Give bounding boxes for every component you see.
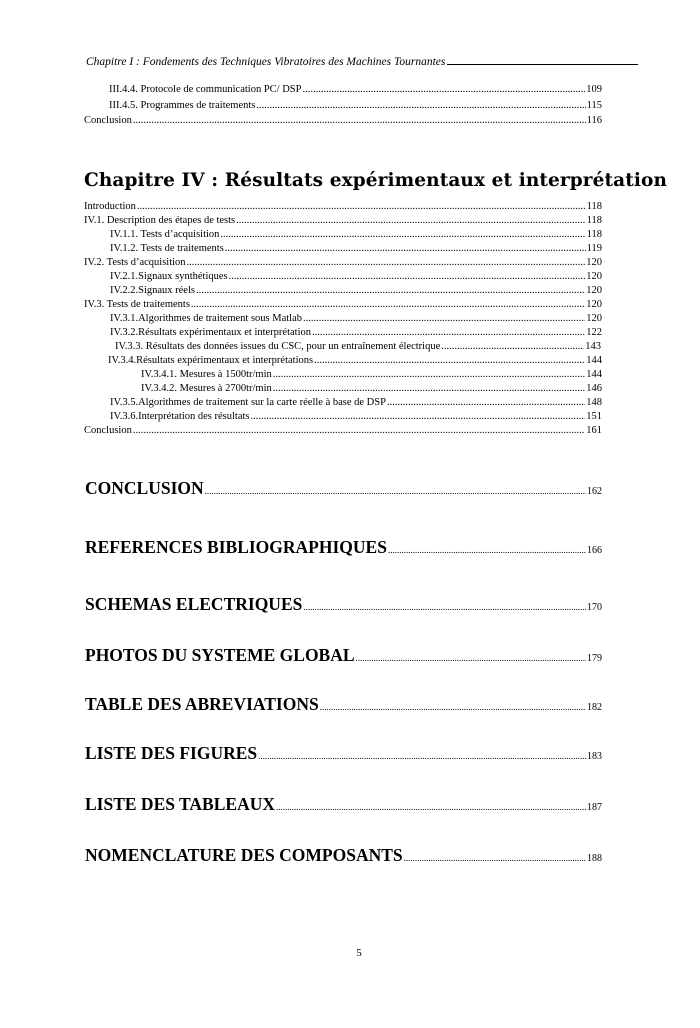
toc-entry-page: 151 <box>586 411 602 422</box>
toc-entry-label: Conclusion <box>84 425 132 436</box>
toc-leader <box>314 354 585 368</box>
toc-leader <box>302 83 585 97</box>
toc-entry[interactable] <box>110 396 602 410</box>
toc-entry-label: IV.3.2.Résultats expérimentaux et interprétation <box>110 327 312 338</box>
toc-entry[interactable] <box>109 99 602 113</box>
toc-section-page: 179 <box>587 653 602 664</box>
toc-entry-label: IV.3.4.2. Mesures à 2700tr/min <box>141 383 272 394</box>
toc-entry-label: IV.2.1.Signaux synthétiques <box>110 271 228 282</box>
toc-entry[interactable] <box>110 284 602 298</box>
toc-entry-label: Conclusion <box>84 115 132 126</box>
toc-section-page: 162 <box>587 486 602 497</box>
toc-section-label: REFERENCES BIBLIOGRAPHIQUES <box>85 537 387 557</box>
toc-entry-page: 143 <box>585 341 601 352</box>
toc-leader <box>303 312 585 326</box>
toc-entry[interactable] <box>141 382 602 396</box>
toc-leader <box>220 228 585 242</box>
toc-entry[interactable] <box>84 298 602 312</box>
toc-leader <box>273 382 585 396</box>
toc-entry-label: IV.3.4.Résultats expérimentaux et interprétations <box>108 355 314 366</box>
toc-leader <box>236 214 585 228</box>
toc-section-tables[interactable] <box>85 794 602 818</box>
toc-leader <box>196 284 585 298</box>
toc-section-page: 187 <box>587 802 602 813</box>
toc-entry-label: IV.3. Tests de traitements <box>84 299 190 310</box>
toc-leader <box>404 853 586 863</box>
toc-leader <box>137 200 586 214</box>
toc-entry-label: III.4.5. Programmes de traitements <box>109 100 256 111</box>
toc-leader <box>356 653 586 663</box>
toc-section-schemas[interactable] <box>85 594 602 618</box>
toc-entry[interactable] <box>84 214 602 228</box>
toc-entry-label: IV.2. Tests d’acquisition <box>84 257 186 268</box>
toc-section-conclusion[interactable] <box>85 478 602 502</box>
toc-entry-label: III.4.4. Protocole de communication PC/ DSP <box>109 84 302 95</box>
toc-section-photos[interactable] <box>85 645 602 669</box>
toc-entry-page: 146 <box>586 383 602 394</box>
toc-entry-page: 144 <box>586 369 602 380</box>
toc-section-page: 182 <box>587 702 602 713</box>
toc-entry-page: 119 <box>586 243 602 254</box>
toc-leader <box>205 486 586 496</box>
toc-leader <box>250 410 585 424</box>
toc-entry-page: 148 <box>586 397 602 408</box>
toc-section-page: 166 <box>587 545 602 556</box>
toc-section-label: NOMENCLATURE DES COMPOSANTS <box>85 845 403 865</box>
toc-entry-page: 109 <box>586 84 602 95</box>
toc-leader <box>229 270 586 284</box>
toc-leader <box>320 702 586 712</box>
toc-section-label: SCHEMAS ELECTRIQUES <box>85 594 303 614</box>
page-number: 5 <box>356 947 362 959</box>
toc-section-references[interactable] <box>85 537 602 561</box>
toc-entry-label: IV.1.1. Tests d’acquisition <box>110 229 220 240</box>
toc-entry-page: 120 <box>586 271 602 282</box>
toc-entry[interactable] <box>110 312 602 326</box>
toc-section-label: LISTE DES FIGURES <box>85 743 258 763</box>
toc-entry-label: IV.3.3. Résultats des données issues du CSC, pour un entraînement électrique <box>115 341 441 352</box>
toc-leader <box>388 545 586 555</box>
running-header-title: Chapitre I : Fondements des Techniques Vibratoires des Machines Tournantes <box>86 56 446 68</box>
toc-entry[interactable] <box>110 228 602 242</box>
chapter-title: Chapitre IV : Résultats expérimentaux et interprétation <box>84 170 667 191</box>
toc-leader <box>187 256 586 270</box>
toc-entry[interactable] <box>109 83 602 97</box>
toc-section-label: TABLE DES ABREVIATIONS <box>85 694 319 714</box>
toc-entry-label: IV.1.2. Tests de traitements <box>110 243 224 254</box>
toc-leader <box>276 802 586 812</box>
toc-entry[interactable] <box>84 114 602 128</box>
header-rule <box>447 64 638 65</box>
toc-leader <box>303 602 586 612</box>
toc-entry-page: 116 <box>586 115 602 126</box>
toc-leader <box>441 340 584 354</box>
toc-entry-label: IV.3.1.Algorithmes de traitement sous Matlab <box>110 313 302 324</box>
toc-leader <box>225 242 586 256</box>
toc-leader <box>133 114 586 128</box>
toc-section-page: 183 <box>587 751 602 762</box>
toc-entry-label: Introduction <box>84 201 136 212</box>
toc-entry[interactable] <box>110 326 602 340</box>
toc-entry-page: 120 <box>586 285 602 296</box>
toc-entry-page: 120 <box>586 257 602 268</box>
toc-entry[interactable] <box>84 424 602 438</box>
toc-entry[interactable] <box>110 410 602 424</box>
toc-entry[interactable] <box>108 354 602 368</box>
toc-section-label: CONCLUSION <box>85 478 204 498</box>
toc-entry-label: IV.3.5.Algorithmes de traitement sur la carte réelle à base de DSP <box>110 397 386 408</box>
toc-leader <box>133 424 585 438</box>
toc-entry-page: 122 <box>586 327 602 338</box>
toc-entry-page: 120 <box>586 313 602 324</box>
toc-section-figures[interactable] <box>85 743 602 767</box>
toc-section-page: 170 <box>587 602 602 613</box>
toc-section-nomenclature[interactable] <box>85 845 602 869</box>
running-header <box>86 52 638 68</box>
toc-leader <box>258 751 586 761</box>
toc-entry-label: IV.2.2.Signaux réels <box>110 285 195 296</box>
toc-entry-label: IV.1. Description des étapes de tests <box>84 215 236 226</box>
toc-section-label: PHOTOS DU SYSTEME GLOBAL <box>85 645 355 665</box>
toc-entry[interactable] <box>84 200 602 214</box>
toc-entry-page: 120 <box>586 299 602 310</box>
toc-entry[interactable] <box>84 256 602 270</box>
toc-leader <box>312 326 585 340</box>
toc-entry[interactable] <box>110 270 602 284</box>
toc-entry-label: IV.3.4.1. Mesures à 1500tr/min <box>141 369 272 380</box>
toc-entry-label: IV.3.6.Interprétation des résultats <box>110 411 250 422</box>
toc-section-abbreviations[interactable] <box>85 694 602 718</box>
toc-entry-page: 161 <box>586 425 602 436</box>
toc-section-page: 188 <box>587 853 602 864</box>
toc-entry-page: 118 <box>586 201 602 212</box>
toc-leader <box>273 368 585 382</box>
toc-leader <box>191 298 585 312</box>
toc-entry[interactable] <box>141 368 602 382</box>
toc-entry-page: 144 <box>586 355 602 366</box>
toc-section-label: LISTE DES TABLEAUX <box>85 794 275 814</box>
toc-entry-page: 118 <box>586 215 602 226</box>
toc-entry[interactable] <box>110 242 602 256</box>
toc-entry-page: 115 <box>586 100 602 111</box>
toc-leader <box>387 396 585 410</box>
toc-entry[interactable] <box>115 340 601 354</box>
toc-leader <box>256 99 585 113</box>
toc-entry-page: 118 <box>586 229 602 240</box>
